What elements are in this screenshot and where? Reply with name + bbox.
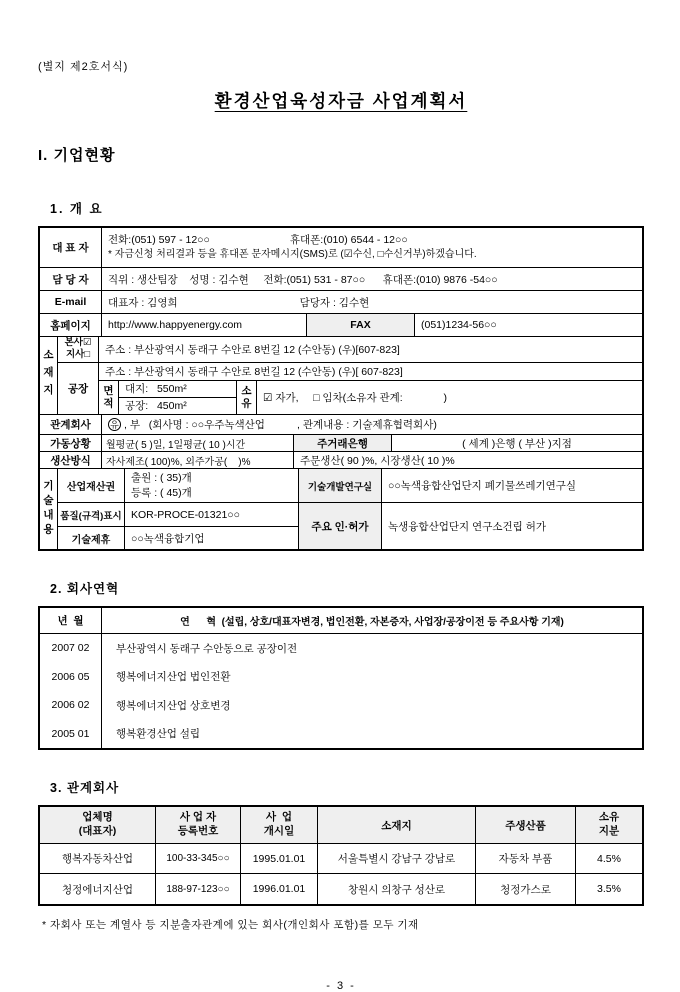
company-start-date: 1996.01.01 (241, 874, 318, 904)
area-vertical-label: 면적 (99, 381, 119, 414)
email-ceo: 대표자 : 김영희 (108, 296, 178, 309)
factory-label: 공장 (58, 363, 99, 414)
tech-row-quality (58, 503, 298, 527)
history-desc-column (102, 634, 642, 748)
area-land: 대지: 550m² (119, 381, 236, 398)
location-right (58, 337, 642, 414)
history-desc: 행복에너지산업 법인전환 (116, 671, 231, 684)
history-date: 2007 02 (51, 642, 90, 655)
email-manager: 담당자 : 김수현 (299, 296, 370, 309)
company-name: 행복자동차산업 (40, 844, 156, 873)
tech-bottom (58, 503, 642, 549)
operation-label: 가동상황 (40, 435, 102, 451)
lab-value: ○○녹색융합산업단지 폐기물쓰레기연구실 (388, 480, 577, 492)
history-date: 2006 02 (51, 699, 90, 712)
manager-label: 담 당 자 (40, 268, 102, 290)
company-name: 청정에너지산업 (40, 874, 156, 904)
production-right: 주문생산( 90 )%, 시장생산( 10 )% (300, 454, 455, 467)
overview-row-production (40, 452, 642, 469)
ceo-phone-line (108, 233, 408, 248)
overview-tech-block (40, 469, 642, 549)
ip-registered: 등록 : ( 45)개 (131, 486, 192, 499)
overview-row-website (40, 314, 642, 337)
factory-right (99, 363, 642, 414)
ownership-value: ☑ 자가, □ 임차(소유자 관계: ) (263, 391, 448, 404)
related-header-row (40, 807, 642, 844)
history-heading: 2. 회사연혁 (50, 582, 120, 596)
document-title: 환경산업육성자금 사업계획서 (214, 91, 468, 111)
website-label: 홈페이지 (40, 314, 102, 336)
quality-label: 품질(규격)표시 (58, 503, 125, 526)
company-product: 자동차 부품 (476, 844, 576, 873)
hq-address-row (58, 337, 642, 363)
company-reg-no: 100-33-345○○ (156, 844, 241, 873)
factory-address: 주소 : 부산광역시 동래구 수안로 8번길 12 (수안동) (우)[ 607-823] (99, 363, 642, 381)
overview-table (38, 226, 644, 551)
header-address: 소재지 (318, 807, 476, 843)
header-start-date: 사 업 개시일 (241, 807, 318, 843)
tech-bottom-left (58, 503, 299, 549)
history-col-date: 년 월 (40, 608, 102, 633)
history-body (40, 634, 642, 748)
header-product: 주생산품 (476, 807, 576, 843)
operation-value: 월평균( 5 )일, 1일평균( 10 )시간 (102, 435, 294, 451)
tech-row-ip (58, 469, 642, 503)
bank-label: 주거래은행 (294, 435, 392, 451)
production-label: 생산방식 (40, 452, 102, 468)
location-vertical-label: 소재지 (40, 337, 58, 414)
quality-value: KOR-PROCE-01321○○ (131, 508, 240, 521)
overview-row-email (40, 291, 642, 314)
tech-row-alliance (58, 527, 298, 549)
overview-row-ceo (40, 228, 642, 268)
website-value: http://www.happyenergy.com (102, 314, 307, 336)
fax-label: FAX (307, 314, 415, 336)
related-companies-note: * 자회사 또는 계열사 등 지분출자관계에 있는 회사(개인회사 포함)를 모두 기재 (42, 919, 419, 931)
ip-label: 산업재산권 (58, 469, 125, 502)
area-factory: 공장: 450m² (125, 400, 187, 413)
circled-yes-mark: 유 (108, 418, 121, 431)
area-values (119, 381, 237, 414)
ceo-phone: 전화:(051) 597 - 12○○ (108, 233, 210, 246)
alliance-value: ○○녹색융합기업 (131, 532, 205, 545)
alliance-label: 기술제휴 (58, 527, 125, 549)
related-label: 관계회사 (40, 415, 102, 434)
email-label: E-mail (40, 291, 102, 313)
header-company-name: 업체명 (대표자) (40, 807, 156, 843)
history-date: 2006 05 (51, 670, 90, 683)
ceo-label: 대 표 자 (40, 228, 102, 267)
history-table (38, 606, 644, 750)
factory-block (58, 363, 642, 414)
related-companies-table (38, 805, 644, 906)
header-share: 소유 지분 (598, 811, 620, 837)
lab-label: 기술개발연구실 (299, 469, 382, 502)
hq-address: 주소 : 부산광역시 동래구 수안로 8번길 12 (수안동) (우)[607-823] (105, 343, 400, 356)
history-date-column (40, 634, 102, 748)
email-cell (102, 291, 642, 313)
ip-value (125, 469, 299, 502)
history-desc: 행복에너지산업 상호변경 (116, 699, 231, 712)
section-heading-company-status: I. 기업현황 (38, 147, 116, 164)
fax-value: (051)1234-56○○ (421, 319, 497, 331)
branch-checkbox-line: 지사□ (65, 349, 91, 361)
ceo-sms-note: * 자금신청 처리결과 등을 휴대폰 문자메시지(SMS)로 (☑수신, □수신거부)하겠습니다. (108, 248, 477, 260)
manager-info: 직위 : 생산팀장 성명 : 김수현 전화:(051) 531 - 87○○ 휴대폰:(010) 9876 -54○○ (108, 273, 498, 286)
company-address: 창원시 의창구 성산로 (318, 874, 476, 904)
overview-row-manager (40, 268, 642, 291)
overview-heading: 1. 개 요 (50, 202, 104, 216)
ownership-vertical-label: 소유 (237, 381, 257, 414)
related-value (102, 415, 642, 434)
hq-checkbox-line: 본사☑ (64, 337, 92, 348)
ip-filed: 출원 : ( 35)개 (131, 472, 192, 485)
related-company-row (40, 844, 642, 874)
history-date: 2005 01 (51, 727, 90, 740)
overview-row-operation (40, 435, 642, 452)
company-share: 4.5% (597, 852, 621, 865)
page-number: - 3 - (326, 980, 356, 992)
area-ownership-row (99, 381, 642, 414)
company-product: 청정가스로 (476, 874, 576, 904)
related-text: , 부 (회사명 : ○○우주녹색산업 , 관계내용 : 기술제휴협력회사) (124, 419, 437, 431)
related-company-row (40, 874, 642, 904)
company-address: 서울특별시 강남구 강남로 (318, 844, 476, 873)
tech-right (58, 469, 642, 549)
history-desc: 부산광역시 동래구 수안동으로 공장이전 (116, 642, 298, 655)
header-reg-no: 사 업 자 등록번호 (156, 807, 241, 843)
hq-branch-label (58, 337, 99, 362)
bank-value: ( 세계 )은행 ( 부산 )지점 (462, 437, 572, 450)
ceo-mobile: 휴대폰:(010) 6544 - 12○○ (289, 233, 408, 246)
company-reg-no: 188-97-123○○ (156, 874, 241, 904)
production-left: 자사제조( 100)%, 외주가공( )% (102, 452, 294, 468)
overview-location-block (40, 337, 642, 415)
related-companies-heading: 3. 관계회사 (50, 781, 120, 795)
ceo-contact-cell (102, 228, 642, 267)
company-share: 3.5% (597, 883, 621, 895)
form-note: (별지 제2호서식) (38, 61, 129, 73)
history-desc: 행복환경산업 설립 (116, 728, 201, 741)
permit-label: 주요 인·허가 (299, 503, 382, 549)
permit-value: 녹생융합산업단지 연구소건립 허가 (388, 520, 546, 533)
history-col-desc: 연 혁 (설립, 상호/대표자변경, 법인전환, 자본증자, 사업장/공장이전 등 주요사항 기재) (180, 617, 564, 628)
tech-vertical-label: 기술내용 (40, 469, 58, 549)
history-header-row (40, 608, 642, 634)
overview-row-related (40, 415, 642, 435)
company-start-date: 1995.01.01 (241, 844, 318, 873)
